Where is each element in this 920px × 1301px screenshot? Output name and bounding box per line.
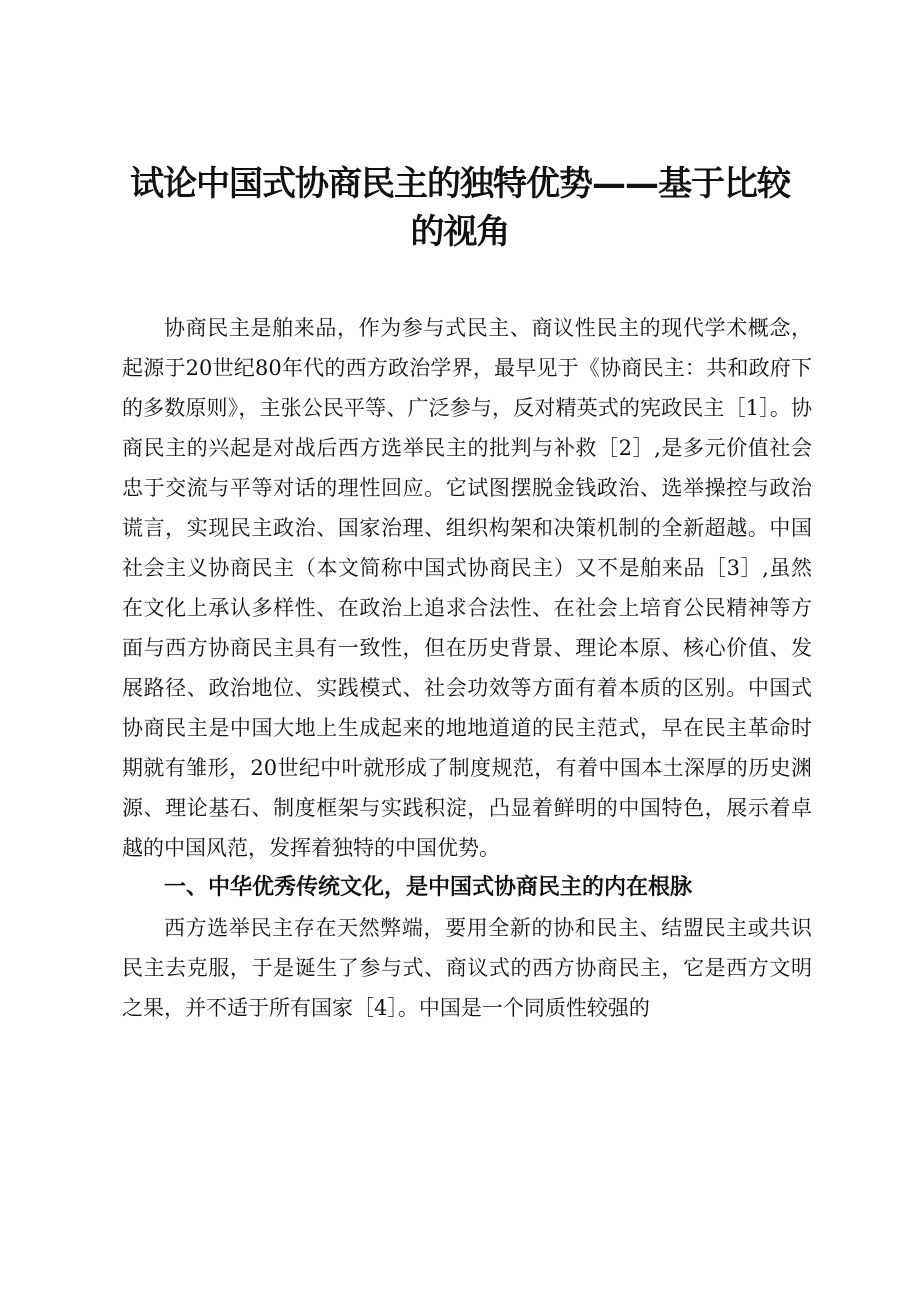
title-line-2: 的视角 [410, 212, 510, 252]
section-paragraph: 西方选举民主存在天然弊端，要用全新的协和民主、结盟民主或共识民主去克服，于是诞生了参与式、商议式的西方协商民主，它是西方文明之果，并不适于所有国家［4］。中国是一个同质性较强的 [122, 916, 812, 1020]
article-body [122, 308, 812, 1028]
intro-paragraph: 协商民主是舶来品，作为参与式民主、商议性民主的现代学术概念，起源于20世纪80年代的西方政治学界，最早见于《协商民主：共和政府下的多数原则》，主张公民平等、广泛参与，反对精英式的宪政民主［1］。协商民主的兴起是对战后西方选举民主的批判与补救［2］,是多元价值社会忠于交流与平等对话的理性回应。它试图摆脱金钱政治、选举操控与政治谎言，实现民主政治、国家治理、组织构架和决策机制的全新超越。中国社会主义协商民主（本文简称中国式协商民主）又不是舶来品［3］,虽然在文化上承认多样性、在政治上追求合法性、在社会上培育公民精神等方面与西方协商民主具有一致性，但在历史背景、理论本原、核心价值、发展路径、政治地位、实践模式、社会功效等方面有着本质的区别。中国式协商民主是中国大地上生成起来的地地道道的民主范式，早在民主革命时期就有雏形，20世纪中叶就形成了制度规范，有着中国本土深厚的历史渊源、理论基石、制度框架与实践积淀，凸显着鲜明的中国特色，展示着卓越的中国风范，发挥着独特的中国优势。 [122, 316, 812, 860]
article-title [100, 160, 820, 256]
title-line-1: 试论中国式协商民主的独特优势——基于比较 [130, 164, 790, 204]
section-heading: 一、中华优秀传统文化，是中国式协商民主的内在根脉 [164, 875, 693, 900]
